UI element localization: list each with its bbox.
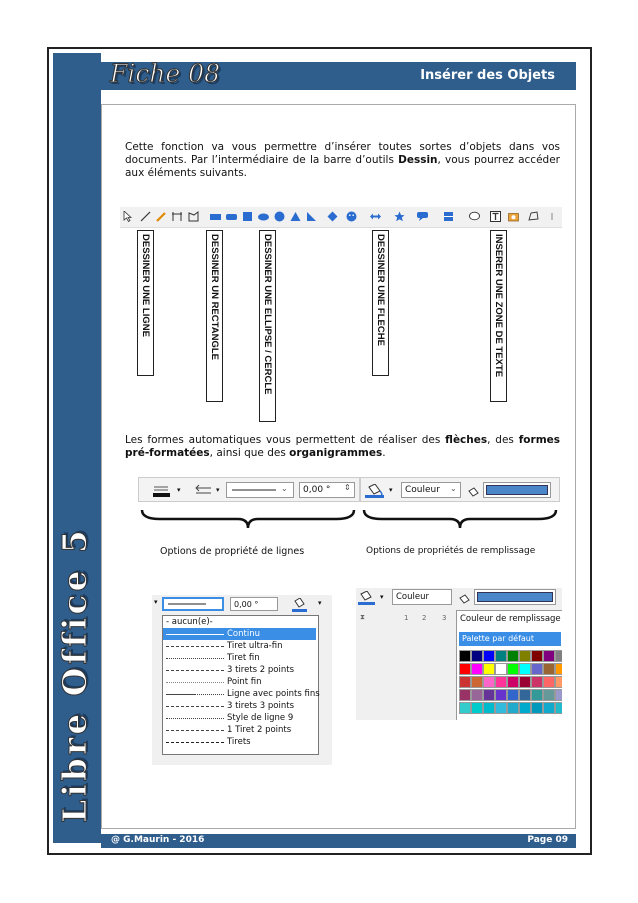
list-item-label: Style de ligne 9 <box>227 713 294 723</box>
color-swatch[interactable] <box>520 703 530 713</box>
color-swatch[interactable] <box>556 690 562 700</box>
color-swatch[interactable] <box>508 664 518 674</box>
list-item[interactable] <box>163 616 316 628</box>
select-arrow-icon[interactable] <box>122 211 133 222</box>
fill-properties-toolbar <box>360 477 560 502</box>
fill-color-popup <box>456 610 562 720</box>
list-item-label: Ligne avec points fins <box>227 689 320 699</box>
line-style-dropdown-screenshot <box>152 595 332 765</box>
speech-bubble-icon[interactable] <box>469 211 480 222</box>
list-item-label: 1 Tiret 2 points <box>227 725 292 735</box>
color-swatch[interactable] <box>460 703 470 713</box>
color-swatch[interactable] <box>484 651 494 661</box>
line-properties-toolbar <box>138 477 360 502</box>
polygon-icon[interactable] <box>188 211 199 222</box>
double-arrow-icon[interactable] <box>370 211 381 222</box>
brace-lines <box>140 508 356 530</box>
para2-text-4: . <box>382 447 386 459</box>
list-item-label: Tiret fin <box>227 653 260 663</box>
image-icon[interactable] <box>508 211 519 222</box>
palette-selector[interactable] <box>459 632 561 646</box>
list-item-label: Continu <box>227 629 260 639</box>
color-swatch[interactable] <box>532 677 542 687</box>
color-swatch[interactable] <box>556 703 562 713</box>
fill-color-swatch <box>477 592 553 602</box>
list-item[interactable] <box>163 664 316 676</box>
dropdown-arrow-icon[interactable]: ▾ <box>154 598 158 606</box>
footer-bar <box>101 834 576 848</box>
line-width-value: 0,00 ° <box>303 485 331 495</box>
intro-paragraph <box>125 141 560 180</box>
list-item[interactable] <box>163 676 316 688</box>
fill-color-swatch <box>486 485 548 495</box>
star-icon[interactable] <box>394 211 405 222</box>
list-item[interactable] <box>163 724 316 736</box>
color-swatch[interactable] <box>496 651 506 661</box>
color-swatch[interactable] <box>532 690 542 700</box>
chevron-down-icon[interactable]: ⌄ <box>281 484 288 493</box>
list-item[interactable] <box>163 700 316 712</box>
chevron-down-icon[interactable]: ⌄ <box>450 484 457 493</box>
dimension-line-icon[interactable] <box>172 211 183 222</box>
line-style-list <box>162 615 319 755</box>
para2-text-2: , des <box>487 434 519 446</box>
color-swatch[interactable] <box>544 703 554 713</box>
paint-bucket-icon[interactable] <box>358 590 376 604</box>
toolbar-overflow-icon[interactable] <box>548 211 559 222</box>
line-width-field-2[interactable] <box>230 597 278 611</box>
fill-bucket-small-icon[interactable] <box>467 484 481 496</box>
dropdown-arrow-icon[interactable]: ▾ <box>380 593 384 601</box>
paint-bucket-icon[interactable] <box>292 597 308 611</box>
spin-icon[interactable]: ⇕ <box>344 483 351 492</box>
intro-text-1: Cette fonction va vous permettre d’insérer toutes sortes d’objets dans vos documents. Par l’intermédiaire de la barre d’outils <box>125 141 560 166</box>
fill-dropdown-arrow[interactable]: ▾ <box>389 486 393 494</box>
color-swatch[interactable] <box>520 651 530 661</box>
color-swatch[interactable] <box>544 677 554 687</box>
fill-color-dropdown-screenshot <box>356 588 562 720</box>
color-swatch[interactable] <box>532 664 542 674</box>
ruler <box>356 612 456 626</box>
ruler-mark: 1 <box>404 614 409 622</box>
color-swatch[interactable] <box>460 651 470 661</box>
color-swatch[interactable] <box>484 690 494 700</box>
color-swatch[interactable] <box>460 690 470 700</box>
fiche-label: Fiche 08 <box>110 59 220 88</box>
label-draw-ellipse: DESSINER UNE ELLIPSE / CERCLE <box>259 230 276 422</box>
callout-icon[interactable] <box>417 211 428 222</box>
intro-bold: Dessin <box>398 154 438 166</box>
color-swatch[interactable] <box>544 690 554 700</box>
color-swatch[interactable] <box>460 664 470 674</box>
list-item-label: Tiret ultra-fin <box>227 641 283 651</box>
para2-bold-1: flèches <box>445 434 488 446</box>
color-swatch[interactable] <box>496 703 506 713</box>
fill-type-combo-2[interactable] <box>392 589 452 605</box>
triangle-icon[interactable] <box>290 211 301 222</box>
fill-color-combo[interactable] <box>483 482 551 498</box>
color-swatch[interactable] <box>532 703 542 713</box>
ruler-mark: 3 <box>442 614 447 622</box>
list-item[interactable] <box>163 736 316 748</box>
ruler-mark: 2 <box>422 614 427 622</box>
fill-type-value-2: Couleur <box>396 592 429 602</box>
intro-text-2: , vous pourrez accéder aux éléments suivants. <box>125 154 560 179</box>
color-swatch[interactable] <box>520 677 530 687</box>
list-item-label: Point fin <box>227 677 262 687</box>
paint-bucket-icon[interactable] <box>365 483 385 497</box>
diamond-icon[interactable] <box>327 211 338 222</box>
dropdown-arrow-icon[interactable]: ▾ <box>318 599 322 607</box>
rectangle-icon[interactable] <box>210 211 221 222</box>
label-insert-textbox: INSERER UNE ZONE DE TEXTE <box>490 230 507 402</box>
color-swatch[interactable] <box>496 664 506 674</box>
list-item-selected[interactable] <box>163 628 316 640</box>
color-swatch[interactable] <box>472 664 482 674</box>
color-swatch[interactable] <box>520 664 530 674</box>
color-swatch[interactable] <box>484 664 494 674</box>
list-item-label: 3 tirets 2 points <box>227 665 295 675</box>
color-swatch[interactable] <box>556 677 562 687</box>
arrow-style-dropdown-arrow[interactable]: ▾ <box>216 486 220 494</box>
square-icon[interactable] <box>242 211 253 222</box>
page-title: Insérer des Objets <box>420 68 555 83</box>
list-item[interactable] <box>163 652 316 664</box>
color-swatch[interactable] <box>472 677 482 687</box>
caption-line-options: Options de propriété de lignes <box>160 546 305 557</box>
ruler-marker-icon: ⧗ <box>360 613 365 621</box>
arrow-style-icon[interactable] <box>195 483 213 497</box>
fill-type-value: Couleur <box>405 485 440 495</box>
footer-page-number: Page 09 <box>527 835 568 845</box>
brace-fill <box>362 508 558 530</box>
list-item[interactable] <box>163 712 316 724</box>
right-triangle-icon[interactable] <box>306 211 317 222</box>
label-draw-arrow: DESSINER UNE FLECHE <box>372 230 389 376</box>
color-swatch[interactable] <box>472 703 482 713</box>
circle-icon[interactable] <box>274 211 285 222</box>
para2-text-1: Les formes automatiques vous permettent de réaliser des <box>125 434 446 446</box>
color-swatch[interactable] <box>460 677 470 687</box>
list-item[interactable] <box>163 688 320 700</box>
color-swatch[interactable] <box>508 703 518 713</box>
color-swatch[interactable] <box>496 677 506 687</box>
list-item-label: Tirets <box>227 737 251 747</box>
fill-color-combo-2[interactable] <box>474 589 556 605</box>
color-swatch[interactable] <box>472 690 482 700</box>
points-icon[interactable] <box>528 211 539 222</box>
palette-selector-label: Palette par défaut <box>462 634 534 643</box>
drawing-toolbar <box>120 207 562 228</box>
label-draw-rectangle: DESSINER UN RECTANGLE <box>206 230 223 402</box>
smiley-icon[interactable] <box>346 211 357 222</box>
line-color-dropdown-arrow[interactable]: ▾ <box>177 486 181 494</box>
list-item-label: - aucun(e)- <box>166 617 213 627</box>
line-width-value-2: 0,00 ° <box>234 600 259 609</box>
para2-bold-2: formes pré-formatées <box>125 434 561 459</box>
line-color-icon[interactable] <box>153 483 171 497</box>
color-swatch[interactable] <box>520 690 530 700</box>
pencil-icon[interactable] <box>156 211 167 222</box>
text-box-icon[interactable] <box>490 211 501 222</box>
line-icon[interactable] <box>140 211 151 222</box>
color-swatch[interactable] <box>556 651 562 661</box>
color-swatch[interactable] <box>508 677 518 687</box>
color-swatch[interactable] <box>556 664 562 674</box>
ellipse-icon[interactable] <box>258 211 269 222</box>
para2-text-3: , ainsi que des <box>209 447 290 459</box>
list-item[interactable] <box>163 640 316 652</box>
fill-bucket-small-icon[interactable] <box>458 591 472 603</box>
color-swatch[interactable] <box>544 664 554 674</box>
caption-fill-options: Options de propriétés de remplissage <box>366 546 536 556</box>
footer-author: @ G.Maurin - 2016 <box>111 835 205 845</box>
label-draw-line: DESSINER UNE LIGNE <box>137 230 154 376</box>
color-swatch[interactable] <box>496 690 506 700</box>
color-swatch[interactable] <box>544 651 554 661</box>
list-item-label: 3 tirets 3 points <box>227 701 295 711</box>
color-swatch[interactable] <box>508 690 518 700</box>
color-swatch[interactable] <box>484 677 494 687</box>
color-swatch[interactable] <box>472 651 482 661</box>
color-swatch[interactable] <box>532 651 542 661</box>
color-swatch[interactable] <box>508 651 518 661</box>
rounded-rectangle-icon[interactable] <box>226 211 237 222</box>
shapes-paragraph <box>125 434 560 460</box>
color-swatch[interactable] <box>484 703 494 713</box>
color-palette-grid <box>460 651 562 720</box>
line-style-combo-open[interactable] <box>162 597 224 611</box>
para2-bold-3: organigrammes <box>289 447 383 459</box>
fill-popup-title: Couleur de remplissage <box>460 614 561 624</box>
flowchart-icon[interactable] <box>443 211 454 222</box>
sidebar-title: Libre Office 5 <box>55 527 94 823</box>
